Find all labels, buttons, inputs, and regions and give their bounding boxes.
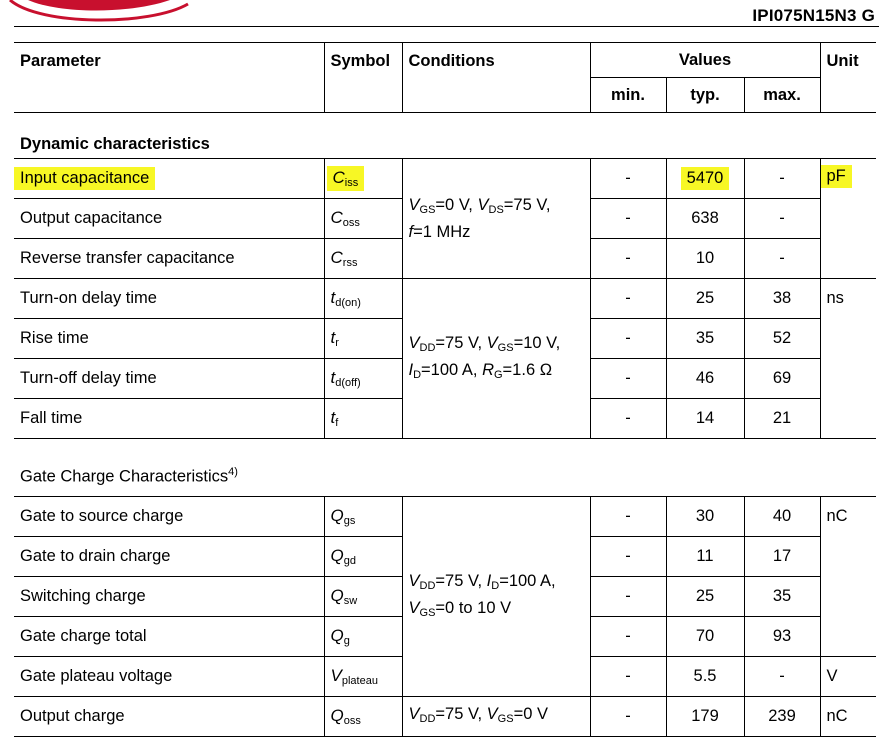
symbol-cell: $C_{rss}$: [324, 239, 402, 279]
unit-cell: V: [820, 657, 876, 697]
conditions-switching: $V_{DD}=75$ V, $V_{GS}=10$ V, $I_D=100$ A, $R_G=1.6$ Ω: [402, 279, 590, 439]
table-row: [14, 497, 876, 537]
section-gate-charge: [14, 457, 876, 497]
param-cell: Gate charge total: [14, 617, 324, 657]
max-cell: -: [744, 657, 820, 697]
symbol-cell: $V_{plateau}$: [324, 657, 402, 697]
symbol-cell: $t_r$: [324, 319, 402, 359]
max-cell: 17: [744, 537, 820, 577]
min-cell: -: [590, 617, 666, 657]
max-cell: 69: [744, 359, 820, 399]
max-cell: -: [744, 239, 820, 279]
header-min: min.: [590, 78, 666, 113]
table-row: [14, 159, 876, 199]
table-row: [14, 697, 876, 737]
param-cell: Gate to source charge: [14, 497, 324, 537]
min-cell: -: [590, 497, 666, 537]
table-row: [14, 279, 876, 319]
min-cell: -: [590, 577, 666, 617]
section-gate-charge-title: Gate Charge Characteristics$^{4)}$: [20, 466, 238, 486]
unit-cell: pF: [820, 159, 876, 279]
conditions-gate-charge: $V_{DD}=75$ V, $I_D=100$ A, $V_{GS}=0$ to 10 V: [402, 497, 590, 697]
min-cell: -: [590, 399, 666, 439]
spacer: [14, 439, 876, 457]
header-rule: [14, 26, 879, 27]
min-cell: -: [590, 537, 666, 577]
max-cell: 52: [744, 319, 820, 359]
typ-cell: 25: [666, 577, 744, 617]
section-dynamic: [14, 131, 876, 159]
header-parameter: Parameter: [14, 43, 324, 113]
min-cell: -: [590, 239, 666, 279]
max-cell: 38: [744, 279, 820, 319]
header-symbol: Symbol: [324, 43, 402, 113]
param-cell: Output capacitance: [14, 199, 324, 239]
typ-cell: 30: [666, 497, 744, 537]
param-cell: Output charge: [14, 697, 324, 737]
symbol-cell: $C_{oss}$: [324, 199, 402, 239]
symbol-cell: $C_{iss}$: [324, 159, 402, 199]
min-cell: -: [590, 657, 666, 697]
symbol-cell: $Q_{gd}$: [324, 537, 402, 577]
max-cell: 21: [744, 399, 820, 439]
typ-cell: 11: [666, 537, 744, 577]
spacer: [14, 113, 876, 131]
conditions-output-charge: $V_{DD}=75$ V, $V_{GS}=0$ V: [402, 697, 590, 737]
param-cell: Gate plateau voltage: [14, 657, 324, 697]
min-cell: -: [590, 159, 666, 199]
header-conditions: Conditions: [402, 43, 590, 113]
characteristics-table: [14, 42, 876, 737]
param-cell: [14, 159, 324, 199]
symbol-cell: $Q_{oss}$: [324, 697, 402, 737]
param-cell: Turn-on delay time: [14, 279, 324, 319]
symbol-cell: $t_{d(off)}$: [324, 359, 402, 399]
max-cell: 35: [744, 577, 820, 617]
max-cell: 40: [744, 497, 820, 537]
symbol-cell: $t_f$: [324, 399, 402, 439]
header-unit: Unit: [820, 43, 876, 113]
min-cell: -: [590, 279, 666, 319]
typ-cell: 14: [666, 399, 744, 439]
typ-cell: 5.5: [666, 657, 744, 697]
min-cell: -: [590, 319, 666, 359]
header-typ: typ.: [666, 78, 744, 113]
unit-cell: nC: [820, 697, 876, 737]
header-row: [14, 43, 876, 78]
min-cell: -: [590, 697, 666, 737]
param-cell: Reverse transfer capacitance: [14, 239, 324, 279]
typ-cell: 10: [666, 239, 744, 279]
param-cell: Gate to drain charge: [14, 537, 324, 577]
max-cell: 93: [744, 617, 820, 657]
symbol-cell: $Q_g$: [324, 617, 402, 657]
max-cell: -: [744, 199, 820, 239]
param-cell: Switching charge: [14, 577, 324, 617]
conditions-capacitance: $V_{GS}=0$ V, $V_{DS}=75$ V, f=1 MHz: [402, 159, 590, 279]
min-cell: -: [590, 359, 666, 399]
typ-cell: 5470: [666, 159, 744, 199]
unit-cell: nC: [820, 497, 876, 657]
header-max: max.: [744, 78, 820, 113]
typ-cell: 70: [666, 617, 744, 657]
symbol-cell: $Q_{gs}$: [324, 497, 402, 537]
typ-cell: 638: [666, 199, 744, 239]
unit-cell: ns: [820, 279, 876, 439]
max-cell: -: [744, 159, 820, 199]
typ-cell: 179: [666, 697, 744, 737]
header-values: Values: [590, 43, 820, 78]
typ-cell: 35: [666, 319, 744, 359]
min-cell: -: [590, 199, 666, 239]
param-cell: Rise time: [14, 319, 324, 359]
param-label: Input capacitance: [14, 167, 155, 190]
max-cell: 239: [744, 697, 820, 737]
symbol-cell: $Q_{sw}$: [324, 577, 402, 617]
param-cell: Fall time: [14, 399, 324, 439]
part-number: IPI075N15N3 G: [752, 6, 875, 25]
symbol-cell: $t_{d(on)}$: [324, 279, 402, 319]
typ-cell: 25: [666, 279, 744, 319]
typ-cell: 46: [666, 359, 744, 399]
param-cell: Turn-off delay time: [14, 359, 324, 399]
section-dynamic-title: Dynamic characteristics: [20, 134, 210, 153]
